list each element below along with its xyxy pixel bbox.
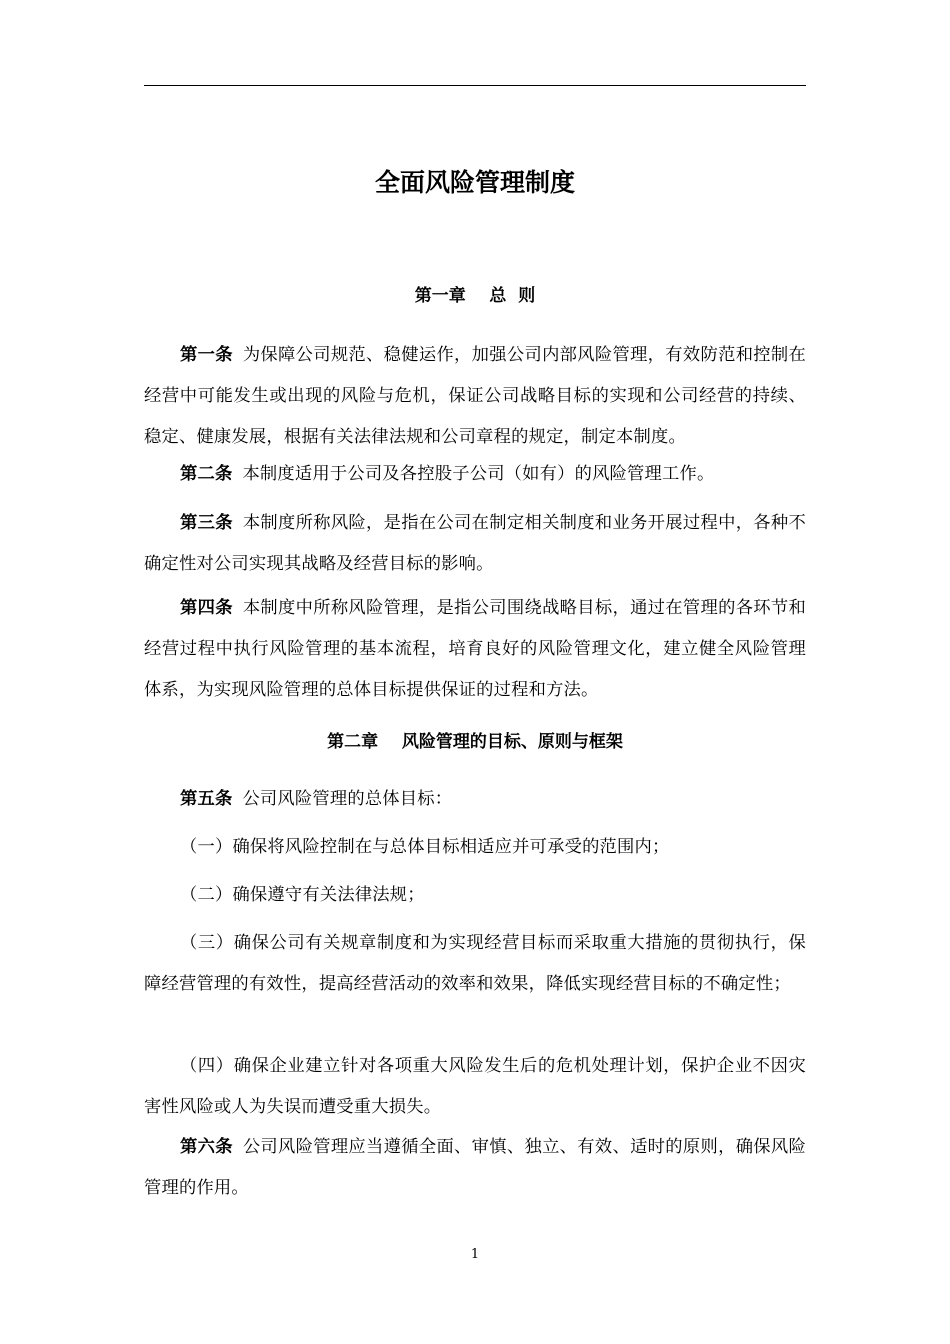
article-6 (144, 1127, 806, 1209)
article-text: 公司风险管理应当遵循全面、审慎、独立、有效、适时的原则，确保风险管理的作用。 (144, 1137, 806, 1198)
list-item-2: （二）确保遵守有关法律法规； (180, 885, 425, 905)
document-title: 全面风险管理制度 (374, 168, 575, 197)
article-text: 本制度适用于公司及各控股子公司（如有）的风险管理工作。 (242, 464, 715, 484)
article-number: 第三条 (180, 513, 233, 533)
article-text: 为保障公司规范、稳健运作，加强公司内部风险管理，有效防范和控制在经营中可能发生或出现的风险与危机，保证公司战略目标的实现和公司经营的持续、稳定、健康发展，根据有关法律法规和公司章程的规定，制定本制度。 (144, 345, 806, 447)
article-number: 第五条 (180, 789, 233, 809)
chapter-heading-2: 第二章 风险管理的目标、原则与框架 (327, 732, 623, 752)
list-item-3: （三）确保公司有关规章制度和为实现经营目标而采取重大措施的贯彻执行，保障经营管理的有效性，提高经营活动的效率和效果，降低实现经营目标的不确定性； (144, 933, 806, 994)
chapter-heading-1: 第一章 总 则 (414, 286, 536, 306)
article-2 (144, 454, 806, 495)
article-text: 本制度所称风险，是指在公司在制定相关制度和业务开展过程中，各种不确定性对公司实现其战略及经营目标的影响。 (144, 513, 806, 574)
article-3 (144, 503, 806, 585)
header-rule (144, 85, 806, 86)
article-4 (144, 588, 806, 711)
article-text: 公司风险管理的总体目标： (242, 789, 453, 809)
article-text: 本制度中所称风险管理，是指公司围绕战略目标，通过在管理的各环节和经营过程中执行风险管理的基本流程，培育良好的风险管理文化，建立健全风险管理体系，为实现风险管理的总体目标提供保证的过程和方法。 (144, 598, 806, 700)
article-5 (144, 779, 806, 820)
article-number: 第四条 (180, 598, 233, 618)
list-item-4: （四）确保企业建立针对各项重大风险发生后的危机处理计划，保护企业不因灾害性风险或人为失误而遭受重大损失。 (144, 1056, 806, 1117)
page-number: 1 (470, 1247, 480, 1262)
list-item-1: （一）确保将风险控制在与总体目标相适应并可承受的范围内； (180, 837, 670, 857)
article-number: 第一条 (180, 345, 233, 365)
article-number: 第六条 (180, 1137, 233, 1157)
article-1 (144, 335, 806, 458)
article-number: 第二条 (180, 464, 233, 484)
